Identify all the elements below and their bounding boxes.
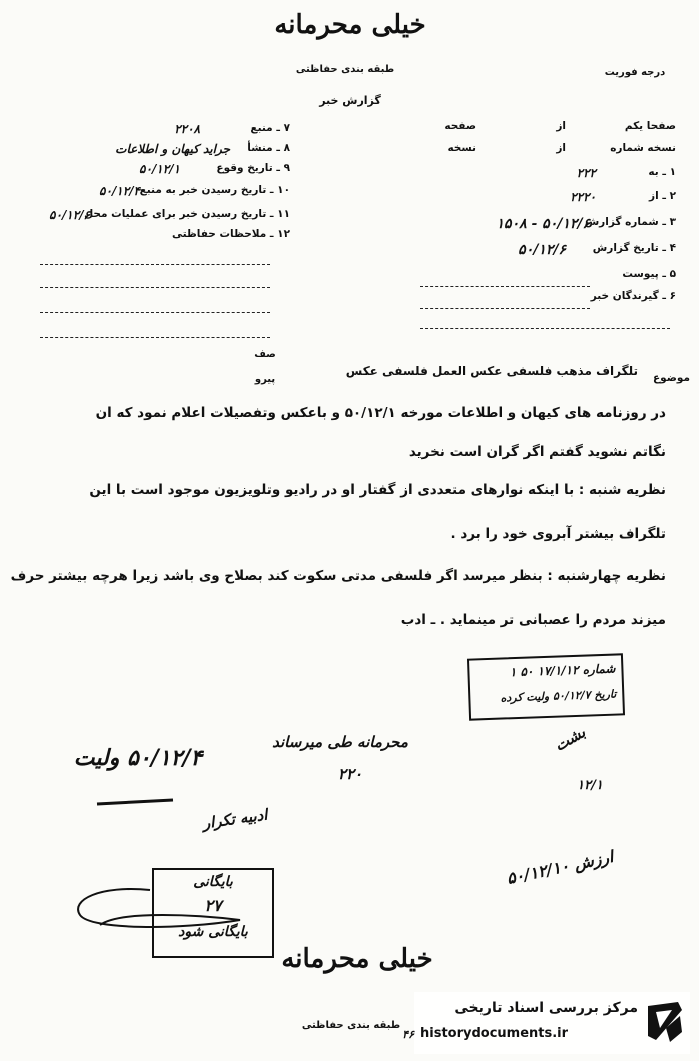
right-fields xyxy=(410,120,676,310)
handwritten-signature: ۱۲/۱ xyxy=(577,778,603,793)
handwritten-copy-number: ۲۲۰ xyxy=(337,765,363,783)
right-field xyxy=(410,166,676,184)
blank-line xyxy=(40,287,270,288)
handwritten-date: ارزش ۵۰/۱۲/۱۰ xyxy=(505,846,615,889)
document-title: خیلی محرمانه xyxy=(274,10,426,40)
watermark-url: historydocuments.ir xyxy=(420,1026,569,1041)
stamp-line: بایگانی xyxy=(193,874,233,890)
field-label: ۲ ـ از xyxy=(649,190,676,202)
right-field xyxy=(410,120,676,138)
strikethrough-mark xyxy=(95,792,175,812)
right-field xyxy=(410,190,676,208)
field-label: نسخه شماره xyxy=(610,142,676,154)
footer-title: خیلی محرمانه xyxy=(281,944,433,974)
stamp-line: شماره ۱۷/۱/۱۲ ۵۰ ۱ xyxy=(509,661,616,680)
field-value: ۵۰/۱۲/۱ xyxy=(139,162,180,176)
field-value: ۵۰/۱۲/۶ xyxy=(518,242,566,258)
left-field xyxy=(18,142,290,160)
registration-stamp xyxy=(467,653,625,720)
blank-line xyxy=(40,337,270,338)
field-label: ۸ ـ منشأ xyxy=(247,142,290,154)
field-value: ۵۰/۱۲/۶ xyxy=(49,208,90,222)
blank-line xyxy=(40,312,270,313)
body-line: تلگراف بیشتر آبروی خود را برد . xyxy=(450,526,666,542)
body-line: نظریه شنبه : با اینکه نوارهای متعددی از گفتار او در رادیو وتلویزیون موجود است با این xyxy=(89,482,666,498)
subject-label: موضوع xyxy=(653,372,690,384)
archive-stamp xyxy=(152,868,274,958)
right-field xyxy=(410,242,676,260)
field-value: جراید کیهان و اطلاعات xyxy=(115,142,230,156)
field-value: ۲۲۰۸ xyxy=(174,122,200,136)
blank-line xyxy=(420,286,590,287)
subject-text: تلگراف مذهب فلسفی عکس العمل فلسفی عکس xyxy=(345,364,638,378)
blank-line xyxy=(40,264,270,265)
field-value: ۲۲۲۰ xyxy=(570,190,596,204)
field-label: صفحا یکم xyxy=(624,120,676,132)
page-number: ۴۶ xyxy=(402,1028,414,1041)
watermark xyxy=(402,992,690,1054)
right-field xyxy=(410,142,676,160)
handwritten-number: ۵۰/۱۲/۴ ولیت xyxy=(73,745,203,771)
field-value: از xyxy=(556,120,566,132)
left-field xyxy=(18,184,290,202)
field-value: ۵۰/۱۲/۶ - ۱۵۰۸ xyxy=(496,216,590,232)
field-value: ۲۲۲ xyxy=(576,166,596,180)
field-label: ۶ ـ گیرندگان خبر xyxy=(590,290,676,302)
footer-classification: طبقه بندی حفاظتی xyxy=(301,1020,401,1031)
subject-side-bottom: پیرو xyxy=(254,374,276,385)
archive-logo-icon xyxy=(642,998,686,1048)
field-value: از xyxy=(556,142,566,154)
stamp-line: بایگانی شود xyxy=(178,924,248,940)
body-line: نظریه چهارشنبه : بنظر میرسد اگر فلسفی مدتی سکوت کند بصلاح وی باشد زیرا هرچه بیشتر حرف xyxy=(10,568,666,584)
urgency-label: درجه فوریت xyxy=(604,67,666,78)
report-type: گزارش خبر xyxy=(319,94,381,107)
right-field xyxy=(410,268,676,286)
field-label: ۱۰ ـ تاریخ رسیدن خبر به منبع xyxy=(139,184,290,196)
field-label: ۴ ـ تاریخ گزارش xyxy=(592,242,676,254)
field-value: ۵۰/۱۲/۴ xyxy=(99,184,140,198)
handwritten-copy-note: محرمانه طی میرساند xyxy=(272,733,408,751)
stamp-line: تاریخ ۵۰/۱۲/۷ ولیت کرده xyxy=(500,687,617,705)
body-line: میزند مردم را عصبانی تر مینماید . ـ ادب xyxy=(400,612,666,628)
field-label: ۵ ـ پیوست xyxy=(622,268,676,280)
right-field xyxy=(410,216,676,234)
left-field xyxy=(18,228,290,246)
handwritten-note: بشت xyxy=(551,723,589,755)
right-field xyxy=(410,290,676,308)
blank-line xyxy=(420,328,670,329)
field-tail: نسخه xyxy=(447,142,476,154)
left-fields xyxy=(18,122,290,246)
field-label: ۳ ـ شماره گزارش xyxy=(584,216,676,228)
stamp-line: ۲۷ xyxy=(204,896,222,915)
field-label: ۱۲ ـ ملاحظات حفاظتی xyxy=(171,228,290,240)
left-field xyxy=(18,208,290,226)
handwritten-note: ادبیه تکرار xyxy=(201,805,269,833)
left-field xyxy=(18,122,290,140)
field-label: ۷ ـ منبع xyxy=(250,122,290,134)
left-field xyxy=(18,162,290,180)
subject-side-top: صف xyxy=(254,349,276,360)
field-label: ۹ ـ تاریخ وقوع xyxy=(216,162,290,174)
field-label: ۱ ـ به xyxy=(648,166,676,178)
classification-label: طبقه بندی حفاظتی xyxy=(295,64,395,75)
watermark-name: مرکز بررسی اسناد تاریخی xyxy=(454,1000,638,1016)
field-tail: صفحه xyxy=(444,120,476,132)
field-label: ۱۱ ـ تاریخ رسیدن خبر برای عملیات محل xyxy=(84,208,290,220)
blank-line xyxy=(420,308,590,309)
body-line: در روزنامه های کیهان و اطلاعات مورخه ۵۰/۱۲/۱ و باعکس وتفصیلات اعلام نمود که ان xyxy=(95,405,666,421)
body-line: نگاتم نشوید گفتم اگر گران است نخرید xyxy=(408,444,666,460)
